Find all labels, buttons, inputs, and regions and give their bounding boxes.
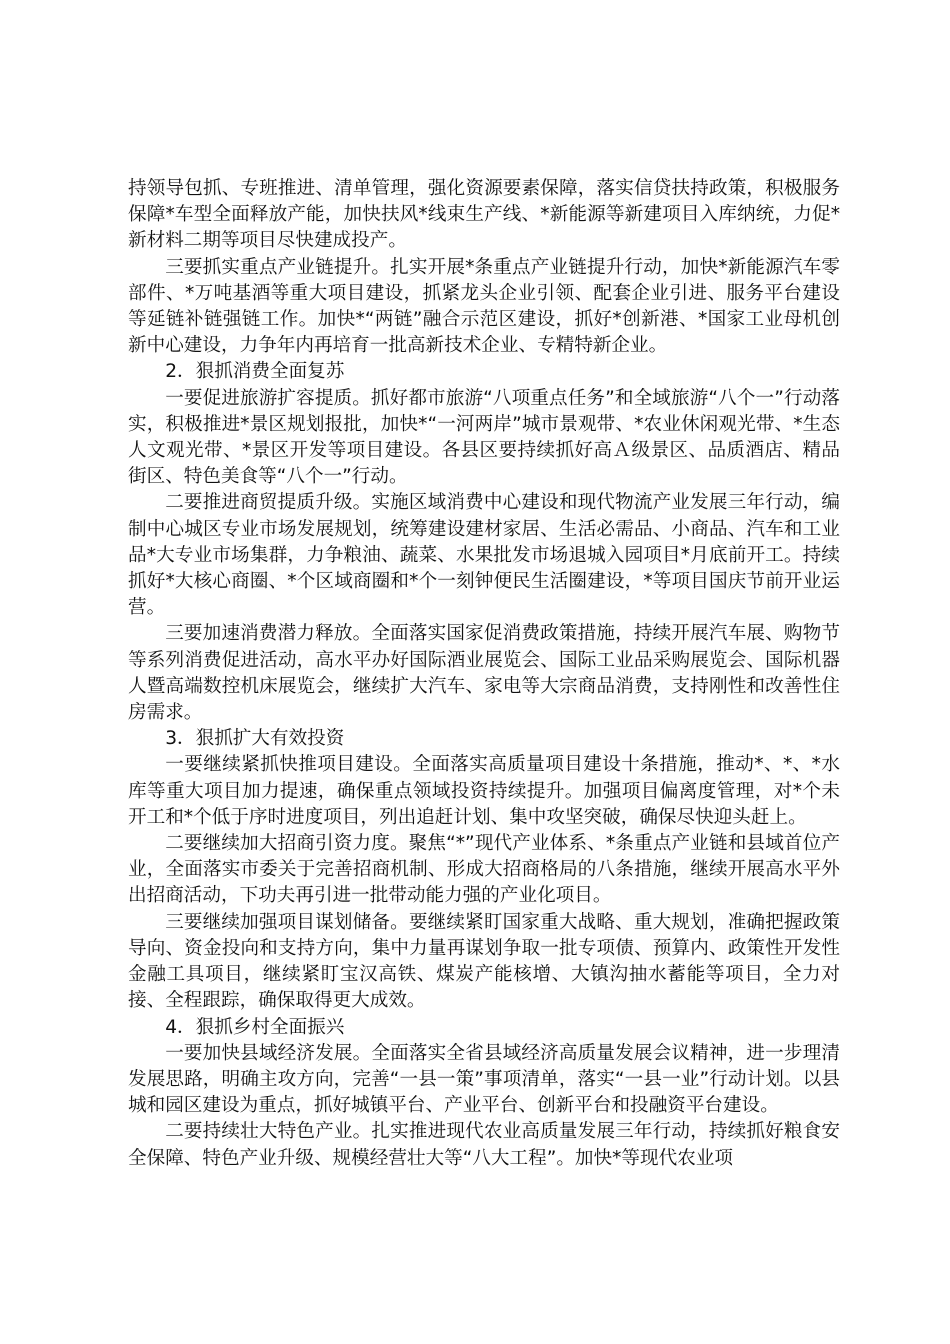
section-heading-rural: 4．狠抓乡村全面振兴 <box>165 1016 345 1038</box>
paragraph-project-construction: 一要继续紧抓快推项目建设。全面落实高质量项目建设十条措施，推动*、*、*水库等重大项目加力提速，确保重点领域投资持续提升。加强项目偏离度管理，对*个未开工和*个低于序时进度项目，列出追赶计划、集中攻坚突破，确保尽快迎头赶上。 <box>128 754 840 828</box>
section-heading-consumption: 2．狠抓消费全面复苏 <box>165 361 345 383</box>
paragraph-special-industry: 二要持续壮大特色产业。扎实推进现代农业高质量发展三年行动，持续抓好粮食安全保障、特色产业升级、规模经营壮大等“八大工程”。加快*等现代农业项 <box>128 1121 840 1169</box>
paragraph-project-planning: 三要继续加强项目谋划储备。要继续紧盯国家重大战略、重大规划，准确把握政策导向、资金投向和支持方向，集中力量再谋划争取一批专项债、预算内、政策性开发性金融工具项目，继续紧盯宝汉高铁、煤炭产能核增、大镇沟抽水蓄能等项目，全力对接、全程跟踪，确保取得更大成效。 <box>128 911 840 1012</box>
paragraph-commerce: 二要推进商贸提质升级。实施区域消费中心建设和现代物流产业发展三年行动，编制中心城区专业市场发展规划，统筹建设建材家居、生活必需品、小商品、汽车和工业品*大专业市场集群，力争粮油、蔬菜、水果批发市场退城入园项目*月底前开工。持续抓好*大核心商圈、*个区域商圈和*个一刻钟便民生活圈建设，*等项目国庆节前开业运营。 <box>128 492 840 619</box>
section-heading-investment: 3．狠抓扩大有效投资 <box>165 728 345 750</box>
paragraph-industry-chain: 三要抓实重点产业链提升。扎实开展*条重点产业链提升行动，加快*新能源汽车零部件、*万吨基酒等重大项目建设，抓紧龙头企业引领、配套企业引进、服务平台建设等延链补链强链工作。加快*“两链”融合示范区建设，抓好*创新港、*国家工业母机创新中心建设，力争年内再培育一批高新技术企业、专精特新企业。 <box>128 256 840 357</box>
document-page <box>128 176 840 1172</box>
paragraph-tourism: 一要促进旅游扩容提质。抓好都市旅游“八项重点任务”和全域旅游“八个一”行动落实，积极推进*景区规划报批，加快*“一河两岸”城市景观带、*农业休闲观光带、*生态人文观光带、*景区开发等项目建设。各县区要持续抓好高Ａ级景区、品质酒店、精品街区、特色美食等“八个一”行动。 <box>128 387 840 488</box>
paragraph-continuation: 持领导包抓、专班推进、清单管理，强化资源要素保障，落实信贷扶持政策，积极服务保障*车型全面释放产能，加快扶风*线束生产线、*新能源等新建项目入库纳统，力促*新材料二期等项目尽快建成投产。 <box>128 178 840 252</box>
paragraph-consumption-potential: 三要加速消费潜力释放。全面落实国家促消费政策措施，持续开展汽车展、购物节等系列消费促进活动，高水平办好国际酒业展览会、国际工业品采购展览会、国际机器人暨高端数控机床展览会，继续扩大汽车、家电等大宗商品消费，支持刚性和改善性住房需求。 <box>128 623 840 724</box>
paragraph-investment-attraction: 二要继续加大招商引资力度。聚焦“*”现代产业体系、*条重点产业链和县域首位产业，全面落实市委关于完善招商机制、形成大招商格局的八条措施，继续开展高水平外出招商活动，下功夫再引进一批带动能力强的产业化项目。 <box>128 833 840 907</box>
paragraph-county-economy: 一要加快县域经济发展。全面落实全省县域经济高质量发展会议精神，进一步理清发展思路，明确主攻方向，完善“一县一策”事项清单，落实“一县一业”行动计划。以县城和园区建设为重点，抓好城镇平台、产业平台、创新平台和投融资平台建设。 <box>128 1042 840 1117</box>
